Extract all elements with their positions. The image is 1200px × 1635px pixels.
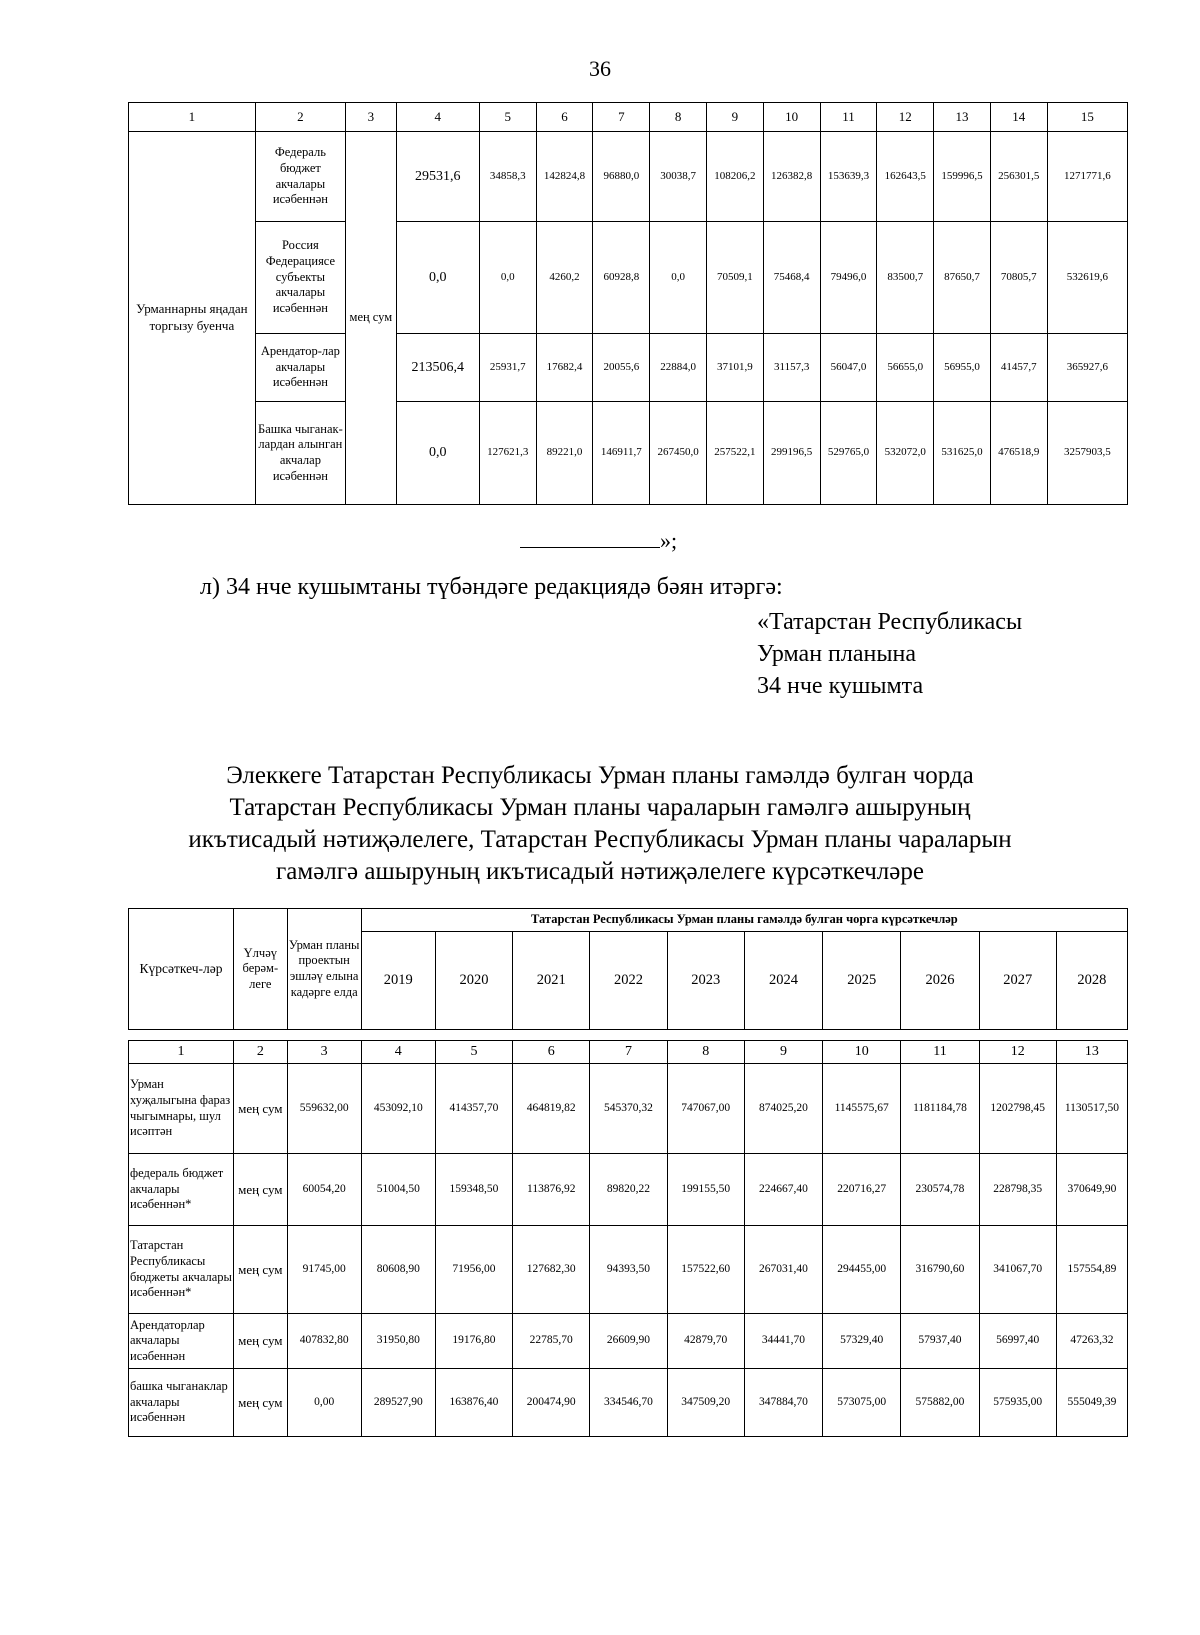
year-header: 2024 bbox=[744, 932, 822, 1030]
page-number: 36 bbox=[589, 56, 611, 81]
unit-cell: мең сум bbox=[234, 1369, 288, 1437]
row-label: Урманнарны яңадан торгызу буенча bbox=[129, 132, 256, 505]
table-cell: 94393,50 bbox=[590, 1226, 667, 1314]
heading-line: Татарстан Республикасы Урман планы чараларын гамәлгә ашыруның bbox=[229, 794, 971, 821]
column-number: 13 bbox=[934, 103, 991, 132]
closing-quote: »; bbox=[660, 528, 678, 553]
indicators-table bbox=[128, 1040, 1128, 1437]
column-number: 11 bbox=[901, 1041, 979, 1064]
table-cell: 17682,4 bbox=[536, 334, 593, 402]
table-cell: 91745,00 bbox=[287, 1226, 361, 1314]
table-cell: 70805,7 bbox=[990, 222, 1047, 334]
table-cell: 19176,80 bbox=[435, 1314, 512, 1369]
table-cell: 57329,40 bbox=[823, 1314, 901, 1369]
table-cell: 30038,7 bbox=[650, 132, 707, 222]
table-cell: 26609,90 bbox=[590, 1314, 667, 1369]
column-number: 7 bbox=[593, 103, 650, 132]
column-number: 1 bbox=[129, 1041, 234, 1064]
table-cell: 200474,90 bbox=[513, 1369, 590, 1437]
table-cell: 80608,90 bbox=[361, 1226, 435, 1314]
table-cell: 220716,27 bbox=[823, 1154, 901, 1226]
table-cell: 464819,82 bbox=[513, 1064, 590, 1154]
year-header: 2027 bbox=[979, 932, 1056, 1030]
table-cell: 22785,70 bbox=[513, 1314, 590, 1369]
table-cell: 56655,0 bbox=[877, 334, 934, 402]
table-cell: 3257903,5 bbox=[1047, 402, 1127, 505]
table-cell: 0,00 bbox=[287, 1369, 361, 1437]
table-cell: 4260,2 bbox=[536, 222, 593, 334]
table-cell: 57937,40 bbox=[901, 1314, 979, 1369]
indicator-label: башка чыганаклар акчалары исәбеннән bbox=[129, 1369, 234, 1437]
table-cell: 874025,20 bbox=[744, 1064, 822, 1154]
unit-cell: мең сум bbox=[234, 1226, 288, 1314]
funding-source: Федераль бюджет акчалары исәбеннән bbox=[255, 132, 345, 222]
table-cell: 407832,80 bbox=[287, 1314, 361, 1369]
column-number: 9 bbox=[744, 1041, 822, 1064]
heading-line: Элеккеге Татарстан Республикасы Урман планы гамәлдә булган чорда bbox=[226, 762, 974, 789]
table-cell: 1271771,6 bbox=[1047, 132, 1127, 222]
column-number: 15 bbox=[1047, 103, 1127, 132]
column-number: 8 bbox=[667, 1041, 744, 1064]
table-cell: 71956,00 bbox=[435, 1226, 512, 1314]
table-cell: 127682,30 bbox=[513, 1226, 590, 1314]
table-cell: 1181184,78 bbox=[901, 1064, 979, 1154]
table-cell: 0,0 bbox=[479, 222, 536, 334]
table-cell: 56997,40 bbox=[979, 1314, 1056, 1369]
table-cell: 370649,90 bbox=[1056, 1154, 1127, 1226]
year-header: 2025 bbox=[823, 932, 901, 1030]
header-unit: Үлчәү берәм-леге bbox=[234, 909, 288, 1030]
table-cell: 113876,92 bbox=[513, 1154, 590, 1226]
table-cell: 224667,40 bbox=[744, 1154, 822, 1226]
table-cell: 575882,00 bbox=[901, 1369, 979, 1437]
table-row bbox=[129, 402, 1128, 505]
table-cell: 476518,9 bbox=[990, 402, 1047, 505]
unit-cell: мең сум bbox=[234, 1154, 288, 1226]
indicator-label: Урман хуҗалыгына фараз чыгымнары, шул исәптән bbox=[129, 1064, 234, 1154]
table-cell: 41457,7 bbox=[990, 334, 1047, 402]
table-cell: 1130517,50 bbox=[1056, 1064, 1127, 1154]
funding-source: Россия Федерациясе субъекты акчалары исәбеннән bbox=[255, 222, 345, 334]
column-number: 6 bbox=[513, 1041, 590, 1064]
table-cell: 159996,5 bbox=[934, 132, 991, 222]
column-number-row bbox=[129, 103, 1128, 132]
indicator-label: Татарстан Республикасы бюджеты акчалары исәбеннән* bbox=[129, 1226, 234, 1314]
table-cell: 34441,70 bbox=[744, 1314, 822, 1369]
year-header: 2020 bbox=[435, 932, 512, 1030]
table-cell: 60928,8 bbox=[593, 222, 650, 334]
table-cell: 199155,50 bbox=[667, 1154, 744, 1226]
table-cell: 316790,60 bbox=[901, 1226, 979, 1314]
table-cell: 108206,2 bbox=[707, 132, 764, 222]
table-cell: 532619,6 bbox=[1047, 222, 1127, 334]
table-cell: 75468,4 bbox=[763, 222, 820, 334]
table-cell: 29531,6 bbox=[396, 132, 479, 222]
table-cell: 56047,0 bbox=[820, 334, 877, 402]
indicator-label: Арендаторлар акчалары исәбеннән bbox=[129, 1314, 234, 1369]
table-row bbox=[129, 132, 1128, 222]
table-cell: 559632,00 bbox=[287, 1064, 361, 1154]
unit-cell: мең сум bbox=[234, 1314, 288, 1369]
column-number: 3 bbox=[346, 103, 397, 132]
unit-cell: мең сум bbox=[346, 132, 397, 505]
unit-cell: мең сум bbox=[234, 1064, 288, 1154]
table-cell: 545370,32 bbox=[590, 1064, 667, 1154]
table-cell: 267031,40 bbox=[744, 1226, 822, 1314]
table-cell: 159348,50 bbox=[435, 1154, 512, 1226]
table-cell: 289527,90 bbox=[361, 1369, 435, 1437]
table-cell: 228798,35 bbox=[979, 1154, 1056, 1226]
forest-restoration-table bbox=[128, 102, 1128, 505]
table-cell: 213506,4 bbox=[396, 334, 479, 402]
table-cell: 83500,7 bbox=[877, 222, 934, 334]
table-cell: 531625,0 bbox=[934, 402, 991, 505]
table-row bbox=[129, 1064, 1128, 1154]
table-cell: 126382,8 bbox=[763, 132, 820, 222]
table-cell: 127621,3 bbox=[479, 402, 536, 505]
closing-underline bbox=[520, 531, 660, 548]
year-header: 2023 bbox=[667, 932, 744, 1030]
table-cell: 294455,00 bbox=[823, 1226, 901, 1314]
column-number: 5 bbox=[435, 1041, 512, 1064]
column-number-row bbox=[129, 1041, 1128, 1064]
table-cell: 162643,5 bbox=[877, 132, 934, 222]
table-cell: 267450,0 bbox=[650, 402, 707, 505]
table-cell: 79496,0 bbox=[820, 222, 877, 334]
year-header: 2019 bbox=[361, 932, 435, 1030]
table-cell: 25931,7 bbox=[479, 334, 536, 402]
column-number: 13 bbox=[1056, 1041, 1127, 1064]
table-cell: 453092,10 bbox=[361, 1064, 435, 1154]
table-row bbox=[129, 1154, 1128, 1226]
table-cell: 414357,70 bbox=[435, 1064, 512, 1154]
closing-mark bbox=[520, 528, 677, 554]
table-cell: 31157,3 bbox=[763, 334, 820, 402]
table-cell: 89221,0 bbox=[536, 402, 593, 505]
annex-line: 34 нче кушымта bbox=[757, 673, 924, 699]
column-number: 9 bbox=[707, 103, 764, 132]
year-header: 2021 bbox=[513, 932, 590, 1030]
table-cell: 157554,89 bbox=[1056, 1226, 1127, 1314]
table-cell: 299196,5 bbox=[763, 402, 820, 505]
table-cell: 42879,70 bbox=[667, 1314, 744, 1369]
column-number: 2 bbox=[255, 103, 345, 132]
table-cell: 532072,0 bbox=[877, 402, 934, 505]
table-cell: 347509,20 bbox=[667, 1369, 744, 1437]
column-number: 4 bbox=[396, 103, 479, 132]
table-cell: 230574,78 bbox=[901, 1154, 979, 1226]
table-cell: 31950,80 bbox=[361, 1314, 435, 1369]
column-number: 5 bbox=[479, 103, 536, 132]
funding-source: Арендатор-лар акчалары исәбеннән bbox=[255, 334, 345, 402]
table-row bbox=[129, 1369, 1128, 1437]
table-cell: 56955,0 bbox=[934, 334, 991, 402]
header-indicators: Күрсәткеч-ләр bbox=[129, 909, 234, 1030]
table-cell: 163876,40 bbox=[435, 1369, 512, 1437]
heading-line: икътисадый нәтиҗәлелеге, Татарстан Республикасы Урман планы чараларын bbox=[188, 826, 1012, 853]
heading-line: гамәлгә ашыруның икътисадый нәтиҗәлелеге күрсәткечләре bbox=[276, 858, 924, 885]
table-cell: 142824,8 bbox=[536, 132, 593, 222]
table-cell: 60054,20 bbox=[287, 1154, 361, 1226]
table-cell: 347884,70 bbox=[744, 1369, 822, 1437]
table-row bbox=[129, 1314, 1128, 1369]
table-cell: 0,0 bbox=[650, 222, 707, 334]
column-number: 7 bbox=[590, 1041, 667, 1064]
column-number: 3 bbox=[287, 1041, 361, 1064]
column-number: 12 bbox=[979, 1041, 1056, 1064]
table-cell: 0,0 bbox=[396, 222, 479, 334]
column-number: 11 bbox=[820, 103, 877, 132]
table-cell: 89820,22 bbox=[590, 1154, 667, 1226]
indicators-table-header bbox=[128, 908, 1128, 1030]
annex-block bbox=[757, 606, 1022, 702]
header-row bbox=[129, 909, 1128, 932]
column-number: 4 bbox=[361, 1041, 435, 1064]
indicator-label: федераль бюджет акчалары исәбеннән* bbox=[129, 1154, 234, 1226]
table-cell: 575935,00 bbox=[979, 1369, 1056, 1437]
table-cell: 157522,60 bbox=[667, 1226, 744, 1314]
table-cell: 0,0 bbox=[396, 402, 479, 505]
column-number: 10 bbox=[823, 1041, 901, 1064]
table-cell: 96880,0 bbox=[593, 132, 650, 222]
table-cell: 87650,7 bbox=[934, 222, 991, 334]
table-row bbox=[129, 1226, 1128, 1314]
table-cell: 257522,1 bbox=[707, 402, 764, 505]
table-cell: 747067,00 bbox=[667, 1064, 744, 1154]
annex-line: Урман планына bbox=[757, 641, 916, 667]
header-project-year: Урман планы проектын эшләү елына кадәрге елда bbox=[287, 909, 361, 1030]
funding-source: Башка чыганак-лардан алынган акчалар исәбеннән bbox=[255, 402, 345, 505]
table-cell: 153639,3 bbox=[820, 132, 877, 222]
table-cell: 70509,1 bbox=[707, 222, 764, 334]
table-cell: 1202798,45 bbox=[979, 1064, 1056, 1154]
column-number: 12 bbox=[877, 103, 934, 132]
table-cell: 341067,70 bbox=[979, 1226, 1056, 1314]
table-cell: 555049,39 bbox=[1056, 1369, 1127, 1437]
table-row bbox=[129, 222, 1128, 334]
column-number: 8 bbox=[650, 103, 707, 132]
table-cell: 47263,32 bbox=[1056, 1314, 1127, 1369]
column-number: 1 bbox=[129, 103, 256, 132]
year-header: 2028 bbox=[1056, 932, 1127, 1030]
table-cell: 256301,5 bbox=[990, 132, 1047, 222]
year-header: 2022 bbox=[590, 932, 667, 1030]
table-cell: 146911,7 bbox=[593, 402, 650, 505]
table-cell: 334546,70 bbox=[590, 1369, 667, 1437]
year-header: 2026 bbox=[901, 932, 979, 1030]
column-number: 10 bbox=[763, 103, 820, 132]
column-number: 2 bbox=[234, 1041, 288, 1064]
table-cell: 22884,0 bbox=[650, 334, 707, 402]
header-period-group: Татарстан Республикасы Урман планы гамәлдә булган чорга күрсәткечләр bbox=[361, 909, 1127, 932]
table-cell: 1145575,67 bbox=[823, 1064, 901, 1154]
column-number: 14 bbox=[990, 103, 1047, 132]
table-cell: 51004,50 bbox=[361, 1154, 435, 1226]
table-cell: 529765,0 bbox=[820, 402, 877, 505]
document-heading bbox=[90, 760, 1110, 888]
column-number: 6 bbox=[536, 103, 593, 132]
table-cell: 365927,6 bbox=[1047, 334, 1127, 402]
table-cell: 20055,6 bbox=[593, 334, 650, 402]
table-cell: 37101,9 bbox=[707, 334, 764, 402]
table-row bbox=[129, 334, 1128, 402]
instruction-text: л) 34 нче кушымтаны түбәндәге редакциядә бәян итәргә: bbox=[200, 574, 783, 600]
table-cell: 34858,3 bbox=[479, 132, 536, 222]
annex-line: «Татарстан Республикасы bbox=[757, 609, 1023, 635]
table-cell: 573075,00 bbox=[823, 1369, 901, 1437]
